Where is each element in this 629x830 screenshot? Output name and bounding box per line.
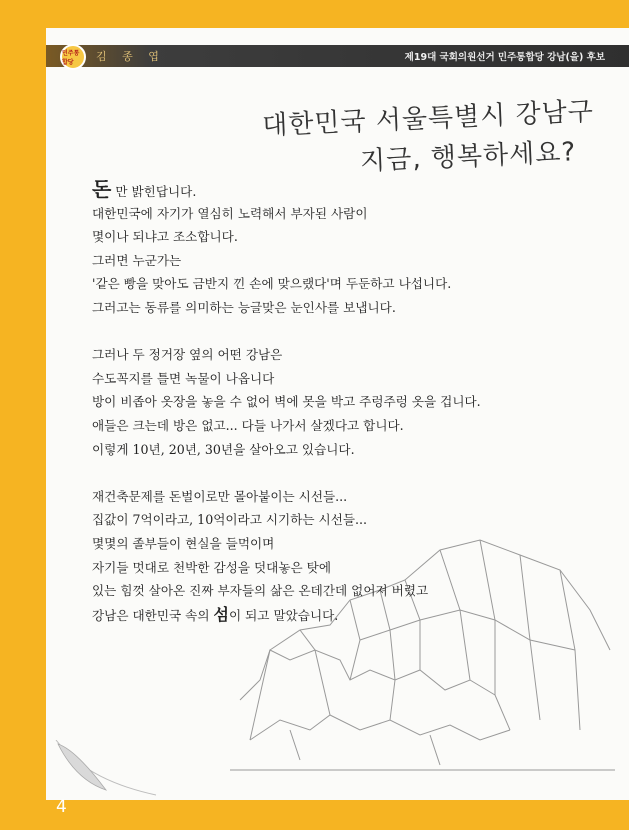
paragraph-line: 그러나 두 정거장 옆의 어떤 강남은 bbox=[92, 347, 283, 363]
paragraph-line: 재건축문제를 돈벌이로만 몰아붙이는 시선들... bbox=[92, 488, 348, 504]
paragraph-line: 방이 비좁아 옷장을 놓을 수 없어 벽에 못을 박고 주렁주렁 옷을 겁니다. bbox=[92, 394, 481, 410]
paragraph-line: 애들은 크는데 방은 없고... 다들 나가서 살겠다고 합니다. bbox=[92, 417, 404, 433]
paragraph-gap bbox=[92, 461, 612, 485]
paragraph-line: 대한민국에 자기가 열심히 노력해서 부자된 사람이 bbox=[92, 205, 368, 221]
page-number: 4 bbox=[56, 797, 67, 817]
paragraph-line: 수도꼭지를 틀면 녹물이 나옵니다 bbox=[92, 370, 275, 386]
election-info: 제19대 국회의원선거 민주통합당 강남(을) 후보 bbox=[404, 52, 605, 63]
headline-line-1: 대한민국 서울특별시 강남구 bbox=[261, 96, 595, 142]
party-logo: 민주통합당 bbox=[60, 44, 86, 70]
paragraph-line: 집값이 7억이라고, 10억이라고 시기하는 시선들... bbox=[92, 512, 368, 528]
paragraph-line: '같은 빵을 맞아도 금반지 낀 손에 맞으랬다'며 두둔하고 나섭니다. bbox=[92, 276, 452, 292]
emphasis-word: 섬 bbox=[213, 604, 229, 624]
first-line-rest: 만 밝힌답니다. bbox=[111, 184, 197, 199]
body-text bbox=[92, 178, 612, 626]
last-line-before: 강남은 대한민국 속의 bbox=[92, 607, 214, 623]
drop-cap: 돈 bbox=[92, 177, 112, 201]
paragraph-line: 있는 힘껏 살아온 진짜 부자들의 삶은 온데간데 없어져 버렸고 bbox=[92, 583, 429, 599]
candidate-name: 김 종 엽 bbox=[96, 50, 165, 63]
paragraph-line: 몇이나 되냐고 조소합니다. bbox=[92, 229, 238, 245]
last-line-after: 이 되고 말았습니다. bbox=[228, 607, 339, 623]
paragraph-line: 이렇게 10년, 20년, 30년을 살아오고 있습니다. bbox=[92, 441, 355, 457]
paragraph-last-line bbox=[92, 603, 612, 627]
paragraph-gap bbox=[92, 320, 612, 344]
paragraph-line: 자기들 멋대로 천박한 감성을 덧대놓은 탓에 bbox=[92, 559, 331, 575]
headline-line-2: 지금, 행복하세요? bbox=[359, 137, 577, 177]
page-curl-decoration bbox=[46, 740, 629, 800]
paragraph-line: 그러면 누군가는 bbox=[92, 252, 182, 268]
paragraph-1-first-line bbox=[92, 178, 612, 202]
paragraph-line: 그러고는 동류를 의미하는 능글맞은 눈인사를 보냅니다. bbox=[92, 299, 396, 315]
paragraph-line: 몇몇의 졸부들이 현실을 들먹이며 bbox=[92, 535, 275, 551]
